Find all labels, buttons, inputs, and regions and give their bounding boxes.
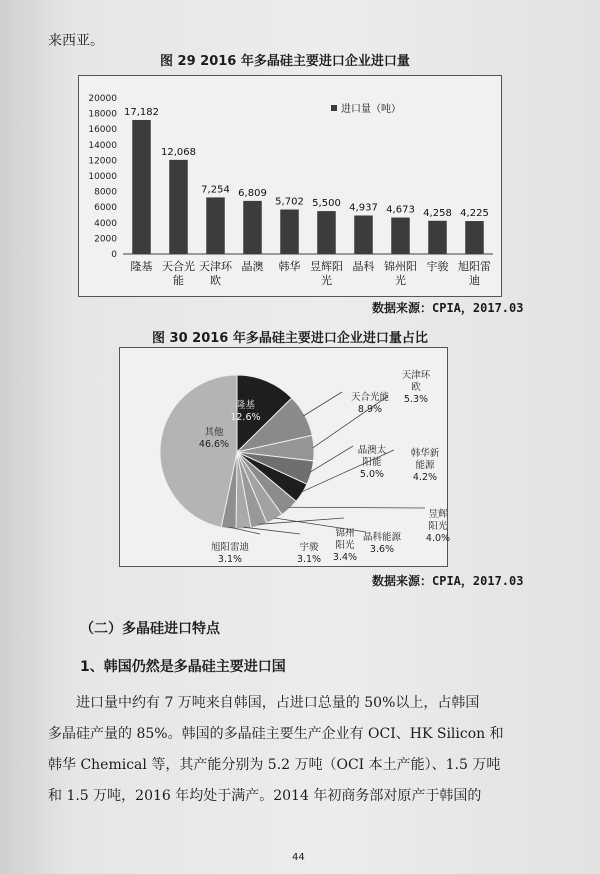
bar-chart bbox=[79, 76, 501, 296]
x-tick-label: 宇骏 bbox=[426, 260, 449, 273]
bar bbox=[132, 120, 151, 254]
paragraph-line: 进口量中约有 7 万吨来自韩国，占进口总量的 50%以上，占韩国 bbox=[76, 695, 480, 711]
pie-label: 锦州 bbox=[335, 528, 355, 539]
bar bbox=[428, 221, 447, 254]
y-tick-label: 20000 bbox=[88, 94, 117, 104]
pie-label: 晶科能源 bbox=[362, 532, 402, 543]
pie-label: 阳光 bbox=[335, 540, 355, 551]
bar-chart-frame bbox=[78, 75, 502, 297]
y-tick-label: 14000 bbox=[88, 140, 117, 151]
y-tick-label: 4000 bbox=[94, 218, 117, 229]
bar bbox=[317, 211, 336, 254]
bar bbox=[243, 201, 262, 254]
figure2-source: 数据来源：CPIA，2017.03 bbox=[372, 574, 524, 588]
pie-label: 3.1% bbox=[296, 554, 322, 565]
pie-label: 韩华新 bbox=[410, 448, 440, 459]
x-tick-label: 晶科 bbox=[352, 260, 375, 273]
pie-label: 天津环 bbox=[401, 370, 431, 381]
bar bbox=[391, 218, 410, 254]
data-label: 4,258 bbox=[423, 207, 452, 219]
bar bbox=[280, 210, 299, 254]
leader-line bbox=[303, 392, 342, 416]
x-tick-label: 能 bbox=[173, 274, 184, 287]
paragraph-line: 多晶硅产量的 85%。韩国的多晶硅主要生产企业有 OCI、HK Silicon 和 bbox=[48, 726, 504, 742]
pie-chart-frame bbox=[119, 347, 451, 567]
leader-line bbox=[312, 396, 388, 448]
y-tick-label: 16000 bbox=[88, 125, 117, 136]
pie-label: 阳光 bbox=[428, 521, 448, 532]
data-label: 4,937 bbox=[349, 202, 378, 214]
leader-line bbox=[288, 507, 425, 508]
pie-label: 天合光能 bbox=[350, 392, 390, 403]
x-tick-label: 隆基 bbox=[130, 260, 153, 273]
x-tick-label: 旭阳雷 bbox=[458, 260, 491, 273]
y-tick-label: 12000 bbox=[88, 156, 117, 167]
pie-label: 3.6% bbox=[369, 544, 395, 555]
pie-label: 12.6% bbox=[230, 411, 261, 423]
y-tick-label: 2000 bbox=[94, 234, 117, 245]
pie-label: 8.9% bbox=[357, 404, 383, 415]
leader-line bbox=[310, 446, 353, 472]
data-label: 6,809 bbox=[238, 187, 267, 199]
x-tick-label: 光 bbox=[321, 274, 332, 287]
paragraph-line: 和 1.5 万吨，2016 年均处于满产。2014 年初商务部对原产于韩国的 bbox=[48, 788, 482, 804]
pie-chart bbox=[120, 348, 451, 566]
y-tick-label: 18000 bbox=[88, 109, 117, 120]
pie-label: 46.6% bbox=[198, 439, 230, 450]
figure1-source: 数据来源：CPIA，2017.03 bbox=[372, 301, 524, 315]
bar bbox=[169, 160, 188, 254]
data-label: 12,068 bbox=[161, 146, 196, 158]
bar bbox=[354, 215, 373, 254]
bar bbox=[206, 197, 225, 254]
x-tick-label: 昱辉阳 bbox=[310, 260, 343, 273]
figure2-caption: 图 30 2016 年多晶硅主要进口企业进口量占比 bbox=[152, 331, 428, 346]
y-tick-label: 0 bbox=[111, 250, 117, 260]
data-label: 4,673 bbox=[386, 204, 415, 216]
data-label: 17,182 bbox=[124, 106, 159, 118]
page-number: 44 bbox=[292, 852, 305, 863]
x-tick-label: 锦州阳 bbox=[384, 260, 417, 273]
x-tick-label: 韩华 bbox=[278, 260, 301, 273]
leader-line bbox=[243, 527, 300, 534]
pie-label: 隆基 bbox=[235, 399, 255, 411]
pie-label: 能源 bbox=[415, 460, 435, 471]
pie-label: 5.3% bbox=[403, 394, 429, 405]
x-tick-label: 晶澳 bbox=[241, 260, 264, 273]
y-tick-label: 6000 bbox=[94, 203, 117, 214]
data-label: 4,225 bbox=[460, 208, 489, 220]
bar bbox=[465, 221, 484, 254]
data-label: 5,702 bbox=[275, 196, 304, 208]
pie-label: 欧 bbox=[411, 382, 421, 393]
y-tick-label: 8000 bbox=[94, 187, 117, 198]
pie-label: 其他 bbox=[204, 427, 224, 438]
x-tick-label: 天合光 bbox=[162, 260, 195, 273]
x-tick-label: 天津环 bbox=[199, 260, 232, 273]
x-tick-label: 迪 bbox=[469, 274, 480, 287]
legend-swatch bbox=[331, 105, 337, 111]
pie-label: 4.2% bbox=[412, 472, 438, 483]
pie-label: 晶澳太 bbox=[357, 445, 387, 456]
data-label: 5,500 bbox=[312, 198, 341, 210]
body-paragraph bbox=[48, 688, 558, 812]
pie-slice bbox=[160, 375, 237, 527]
x-tick-label: 欧 bbox=[210, 274, 221, 287]
pie-label: 4.0% bbox=[425, 533, 451, 544]
pie-label: 旭阳雷迪 bbox=[210, 542, 250, 553]
pie-label: 5.0% bbox=[359, 469, 385, 480]
pie-label: 3.1% bbox=[217, 554, 243, 565]
figure1-caption: 图 29 2016 年多晶硅主要进口企业进口量 bbox=[160, 54, 410, 69]
paragraph-line: 韩华 Chemical 等，其产能分别为 5.2 万吨（OCI 本土产能）、1.5 万吨 bbox=[48, 757, 501, 773]
legend-label: 进口量（吨） bbox=[341, 104, 401, 115]
pie-label: 昱辉 bbox=[428, 509, 448, 520]
subheading: 1、韩国仍然是多晶硅主要进口国 bbox=[80, 659, 286, 675]
pie-label: 3.4% bbox=[332, 552, 358, 563]
lead-text: 来西亚。 bbox=[48, 33, 104, 49]
section-heading: （二）多晶硅进口特点 bbox=[80, 621, 220, 637]
pie-label: 宇骏 bbox=[299, 542, 319, 553]
x-tick-label: 光 bbox=[395, 274, 406, 287]
pie-label: 阳能 bbox=[362, 457, 382, 468]
y-tick-label: 10000 bbox=[88, 172, 117, 182]
data-label: 7,254 bbox=[201, 184, 230, 196]
